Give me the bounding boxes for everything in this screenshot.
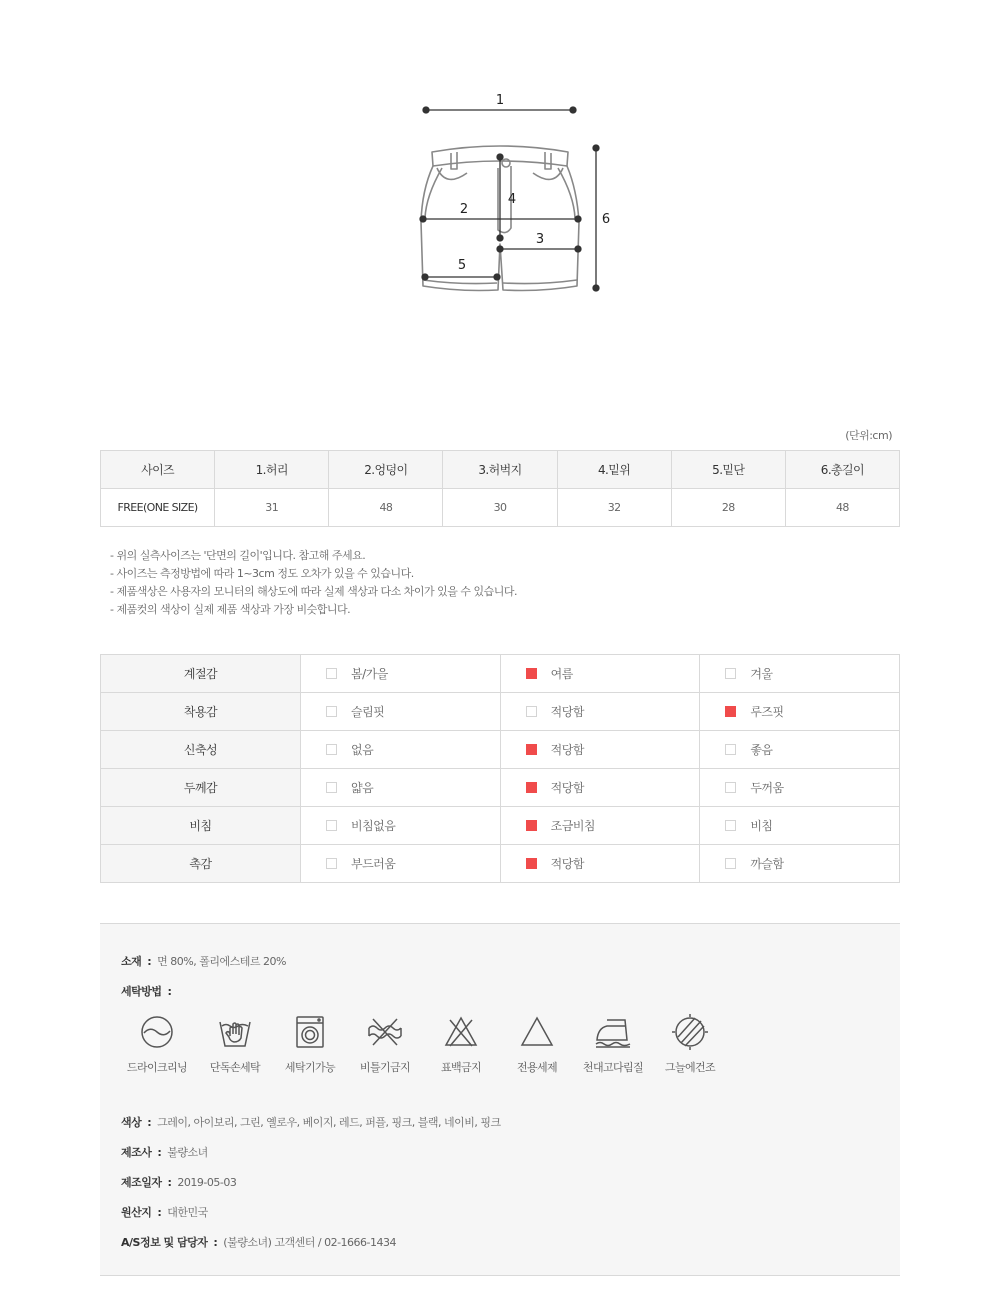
attribute-option bbox=[700, 807, 900, 845]
attribute-label: 계절감 bbox=[101, 655, 301, 693]
option-label: 없음 bbox=[351, 743, 374, 757]
fabric-attribute-table bbox=[100, 654, 900, 883]
option-label: 루즈핏 bbox=[750, 705, 784, 719]
size-table-row bbox=[101, 489, 900, 527]
option-label: 적당함 bbox=[550, 781, 584, 795]
attribute-row bbox=[101, 769, 900, 807]
attribute-row bbox=[101, 655, 900, 693]
hand-wash-icon bbox=[217, 1014, 253, 1050]
origin-label: 원산지 bbox=[121, 1206, 152, 1219]
washing-machine-icon bbox=[292, 1014, 328, 1050]
separator: : bbox=[157, 1146, 162, 1159]
note-line: - 사이즈는 측정방법에 따라 1~3cm 정도 오차가 있을 수 있습니다. bbox=[110, 567, 414, 580]
checked-box-icon bbox=[526, 858, 537, 869]
size-value-cell: 32 bbox=[557, 489, 671, 527]
attribute-option bbox=[700, 731, 900, 769]
attribute-row bbox=[101, 845, 900, 883]
shorts-measurement-diagram bbox=[0, 0, 1000, 320]
option-label: 조금비침 bbox=[550, 819, 596, 833]
care-item bbox=[421, 1014, 501, 1075]
attribute-option bbox=[301, 731, 501, 769]
attribute-label: 촉감 bbox=[101, 845, 301, 883]
size-value-cell: 31 bbox=[215, 489, 329, 527]
care-item bbox=[497, 1014, 577, 1075]
maker-line bbox=[121, 1144, 208, 1160]
as-value: (불량소녀) 고객센터 / 02-1666-1434 bbox=[223, 1236, 396, 1249]
measure-label-4: 4 bbox=[507, 192, 517, 207]
attribute-option bbox=[301, 769, 501, 807]
separator: : bbox=[147, 1116, 152, 1129]
size-table-header bbox=[101, 451, 900, 489]
as-label: A/S정보 및 담당자 bbox=[121, 1236, 208, 1249]
size-header-cell: 3.허벅지 bbox=[443, 451, 557, 489]
attribute-label: 착용감 bbox=[101, 693, 301, 731]
color-value: 그레이, 아이보리, 그린, 옐로우, 베이지, 레드, 퍼플, 핑크, 블랙, 네이비, 핑크 bbox=[157, 1116, 501, 1129]
size-header-cell: 사이즈 bbox=[101, 451, 215, 489]
option-label: 좋음 bbox=[750, 743, 773, 757]
size-notes bbox=[110, 547, 517, 619]
note-line: - 제품컷의 색상이 실제 제품 색상과 가장 비슷합니다. bbox=[110, 603, 351, 616]
unchecked-box-icon bbox=[326, 706, 337, 717]
separator: : bbox=[167, 985, 172, 998]
separator: : bbox=[167, 1176, 172, 1189]
attribute-label: 비침 bbox=[101, 807, 301, 845]
origin-line bbox=[121, 1204, 208, 1220]
care-item bbox=[195, 1014, 275, 1075]
washing-label: 세탁방법 bbox=[121, 985, 162, 998]
checked-box-icon bbox=[725, 706, 736, 717]
product-info-panel bbox=[100, 923, 900, 1276]
dry-clean-icon bbox=[139, 1014, 175, 1050]
attribute-option bbox=[301, 845, 501, 883]
care-label: 단독손세탁 bbox=[209, 1061, 261, 1074]
attribute-option bbox=[700, 769, 900, 807]
attribute-option bbox=[500, 693, 700, 731]
care-label: 표백금지 bbox=[440, 1061, 482, 1074]
note-line: - 위의 실측사이즈는 '단면의 길이'입니다. 참고해 주세요. bbox=[110, 549, 366, 562]
measure-label-2: 2 bbox=[459, 202, 469, 217]
material-line bbox=[121, 953, 286, 969]
unchecked-box-icon bbox=[326, 782, 337, 793]
attribute-row bbox=[101, 731, 900, 769]
care-item bbox=[573, 1014, 653, 1075]
unchecked-box-icon bbox=[725, 820, 736, 831]
maker-label: 제조사 bbox=[121, 1146, 152, 1159]
option-label: 두꺼움 bbox=[750, 781, 784, 795]
washing-line bbox=[121, 983, 171, 999]
color-label: 색상 bbox=[121, 1116, 142, 1129]
care-label: 전용세제 bbox=[516, 1061, 558, 1074]
size-header-cell: 6.총길이 bbox=[785, 451, 899, 489]
attribute-option bbox=[500, 845, 700, 883]
size-value-cell: 48 bbox=[329, 489, 443, 527]
attribute-option bbox=[500, 655, 700, 693]
origin-value: 대한민국 bbox=[167, 1206, 208, 1219]
size-value-cell: 30 bbox=[443, 489, 557, 527]
attribute-option bbox=[301, 807, 501, 845]
unchecked-box-icon bbox=[725, 782, 736, 793]
option-label: 슬림핏 bbox=[351, 705, 385, 719]
unchecked-box-icon bbox=[725, 744, 736, 755]
size-header-cell: 2.엉덩이 bbox=[329, 451, 443, 489]
unit-caption: (단위:cm) bbox=[845, 429, 892, 442]
attribute-option bbox=[500, 769, 700, 807]
size-row-label: FREE(ONE SIZE) bbox=[101, 489, 215, 527]
shade-dry-icon bbox=[672, 1014, 708, 1050]
attribute-option bbox=[301, 655, 501, 693]
unchecked-box-icon bbox=[326, 744, 337, 755]
checked-box-icon bbox=[526, 782, 537, 793]
care-label: 비틀기금지 bbox=[359, 1061, 411, 1074]
attribute-option bbox=[700, 845, 900, 883]
color-line bbox=[121, 1114, 501, 1130]
attribute-row bbox=[101, 693, 900, 731]
measure-label-3: 3 bbox=[535, 232, 545, 247]
option-label: 까슬함 bbox=[750, 857, 784, 871]
option-label: 부드러움 bbox=[351, 857, 396, 871]
measure-label-6: 6 bbox=[601, 212, 611, 227]
option-label: 얇음 bbox=[351, 781, 374, 795]
care-label: 천대고다림질 bbox=[582, 1061, 644, 1074]
unchecked-box-icon bbox=[725, 668, 736, 679]
option-label: 적당함 bbox=[550, 743, 584, 757]
care-label: 세탁기가능 bbox=[284, 1061, 336, 1074]
option-label: 봄/가을 bbox=[351, 667, 388, 681]
care-icons bbox=[100, 1014, 900, 1084]
attribute-option bbox=[301, 693, 501, 731]
unchecked-box-icon bbox=[326, 858, 337, 869]
size-value-cell: 28 bbox=[671, 489, 785, 527]
as-line bbox=[121, 1234, 396, 1250]
attribute-option bbox=[500, 731, 700, 769]
separator: : bbox=[147, 955, 152, 968]
checked-box-icon bbox=[526, 668, 537, 679]
date-value: 2019-05-03 bbox=[177, 1176, 237, 1189]
unchecked-box-icon bbox=[326, 820, 337, 831]
separator: : bbox=[157, 1206, 162, 1219]
size-header-cell: 4.밑위 bbox=[557, 451, 671, 489]
unchecked-box-icon bbox=[725, 858, 736, 869]
care-item bbox=[270, 1014, 350, 1075]
date-line bbox=[121, 1174, 236, 1190]
note-line: - 제품색상은 사용자의 모니터의 해상도에 따라 실제 색상과 다소 차이가 있을 수 있습니다. bbox=[110, 585, 517, 598]
size-value-cell: 48 bbox=[785, 489, 899, 527]
option-label: 겨울 bbox=[750, 667, 773, 681]
care-item bbox=[345, 1014, 425, 1075]
size-table bbox=[100, 450, 900, 527]
unchecked-box-icon bbox=[326, 668, 337, 679]
option-label: 적당함 bbox=[550, 857, 584, 871]
option-label: 비침없음 bbox=[351, 819, 396, 833]
size-header-cell: 5.밑단 bbox=[671, 451, 785, 489]
size-header-cell: 1.허리 bbox=[215, 451, 329, 489]
attribute-option bbox=[700, 655, 900, 693]
no-bleach-icon bbox=[443, 1014, 479, 1050]
material-label: 소재 bbox=[121, 955, 142, 968]
measure-label-5: 5 bbox=[457, 258, 467, 273]
measure-label-1: 1 bbox=[495, 93, 505, 108]
option-label: 여름 bbox=[550, 667, 573, 681]
iron-with-cloth-icon bbox=[593, 1014, 633, 1050]
option-label: 비침 bbox=[750, 819, 773, 833]
care-label: 드라이크리닝 bbox=[126, 1061, 188, 1074]
care-item bbox=[117, 1014, 197, 1075]
attribute-label: 두께감 bbox=[101, 769, 301, 807]
checked-box-icon bbox=[526, 820, 537, 831]
attribute-option bbox=[700, 693, 900, 731]
checked-box-icon bbox=[526, 744, 537, 755]
date-label: 제조일자 bbox=[121, 1176, 162, 1189]
care-item bbox=[650, 1014, 730, 1075]
neutral-detergent-icon bbox=[519, 1014, 555, 1050]
attribute-row bbox=[101, 807, 900, 845]
no-wring-icon bbox=[365, 1014, 405, 1050]
unchecked-box-icon bbox=[526, 706, 537, 717]
attribute-label: 신축성 bbox=[101, 731, 301, 769]
option-label: 적당함 bbox=[550, 705, 584, 719]
material-value: 면 80%, 폴리에스테르 20% bbox=[157, 955, 286, 968]
care-label: 그늘에건조 bbox=[664, 1061, 716, 1074]
maker-value: 불량소녀 bbox=[167, 1146, 208, 1159]
attribute-option bbox=[500, 807, 700, 845]
separator: : bbox=[213, 1236, 218, 1249]
